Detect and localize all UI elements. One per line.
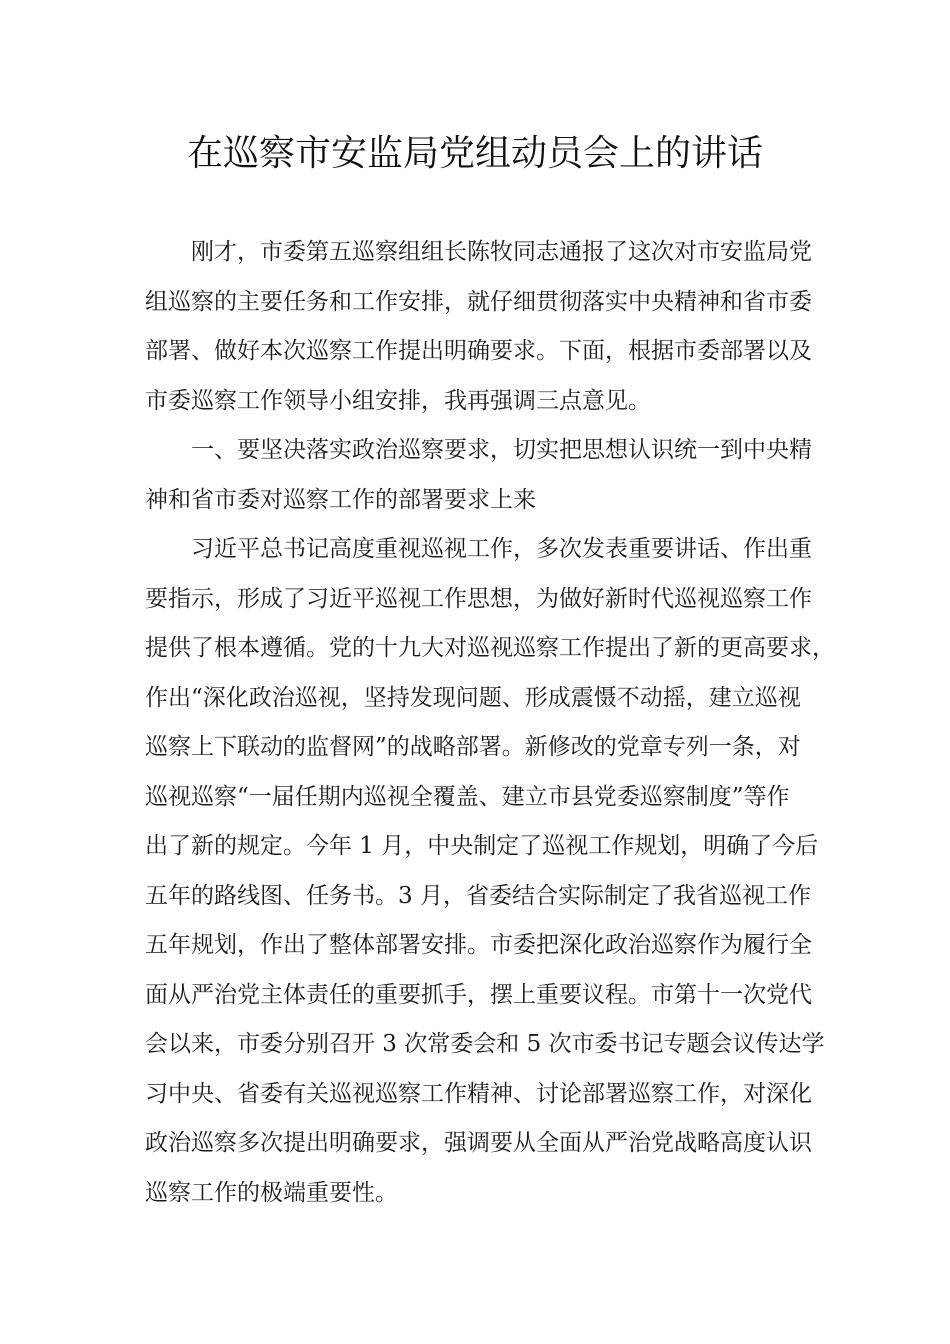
body-line: 习中央、省委有关巡视巡察工作精神、讨论部署巡察工作，对深化 (145, 1080, 812, 1107)
body-line: 作出“深化政治巡视，坚持发现问题、形成震慑不动摇，建立巡视 (145, 684, 801, 711)
body-line: 面从严治党主体责任的重要抓手，摆上重要议程。市第十一次党代 (145, 981, 812, 1008)
body-line: 会以来，市委分别召开 3 次常委会和 5 次市委书记专题会议传达学 (145, 1031, 825, 1057)
document-title: 在巡察市安监局党组动员会上的讲话 (186, 133, 763, 174)
body-line: 政治巡察多次提出明确要求，强调要从全面从严治党战略高度认识 (145, 1130, 812, 1156)
body-line: 一、要坚决落实政治巡察要求，切实把思想认识统一到中央精 (191, 437, 812, 463)
body-line: 提供了根本遵循。党的十九大对巡视巡察工作提出了新的更高要求， (145, 635, 835, 661)
body-line: 要指示，形成了习近平巡视工作思想，为做好新时代巡视巡察工作 (145, 585, 812, 612)
body-line: 习近平总书记高度重视巡视工作，多次发表重要讲话、作出重 (191, 536, 812, 562)
body-line: 五年规划，作出了整体部署安排。市委把深化政治巡察作为履行全 (145, 932, 812, 958)
body-line: 巡视巡察“一届任期内巡视全覆盖、建立市县党委巡察制度”等作 (145, 783, 790, 810)
body-line: 刚才，市委第五巡察组组长陈牧同志通报了这次对市安监局党 (191, 239, 812, 265)
body-line: 五年的路线图、任务书。3 月，省委结合实际制定了我省巡视工作 (145, 882, 811, 909)
body-line: 市委巡察工作领导小组安排，我再强调三点意见。 (145, 387, 651, 414)
body-line: 巡察工作的极端重要性。 (145, 1179, 398, 1206)
body-line: 组巡察的主要任务和工作安排，就仔细贯彻落实中央精神和省市委 (145, 288, 812, 315)
body-line: 部署、做好本次巡察工作提出明确要求。下面，根据市委部署以及 (145, 338, 812, 364)
body-line: 巡察上下联动的监督网”的战略部署。新修改的党章专列一条，对 (145, 734, 801, 760)
body-line: 神和省市委对巡察工作的部署要求上来 (145, 486, 536, 513)
body-line: 出了新的规定。今年 1 月，中央制定了巡视工作规划，明确了今后 (145, 833, 819, 859)
document-body (145, 228, 835, 1218)
